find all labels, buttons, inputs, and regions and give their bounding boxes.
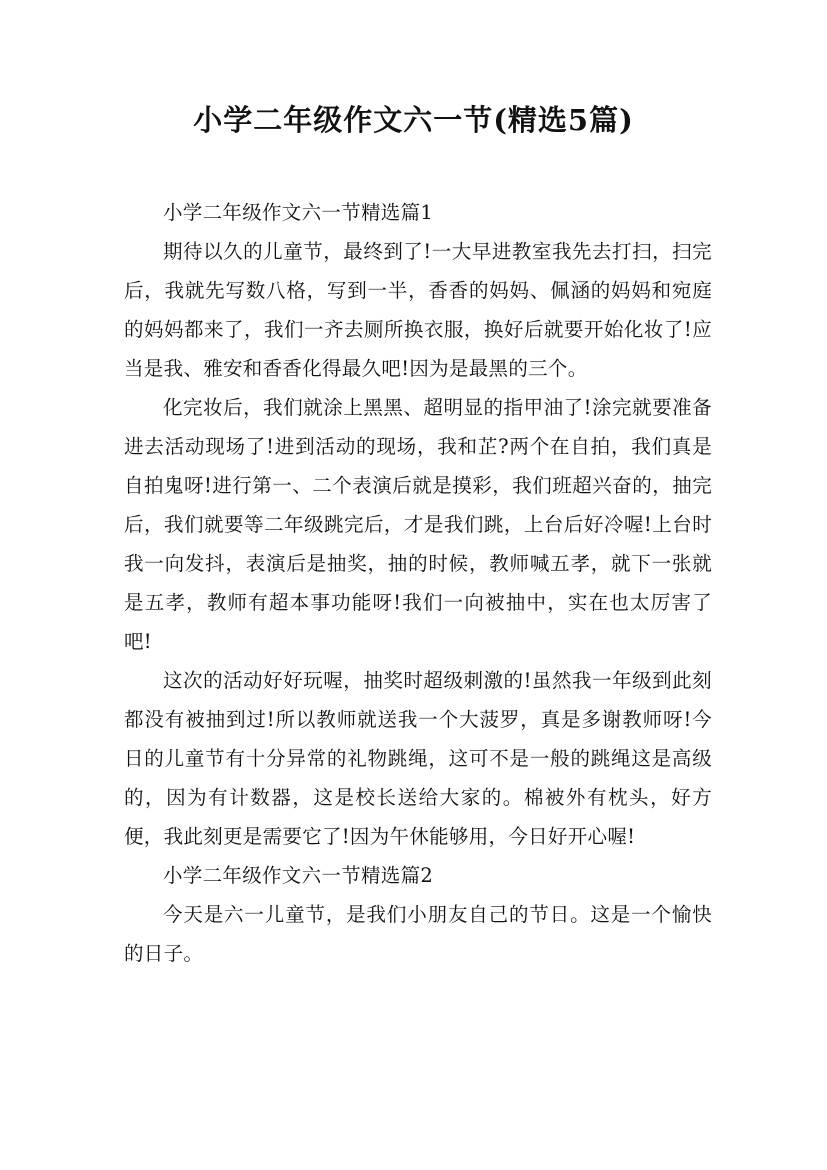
paragraph: 期待以久的儿童节，最终到了!一大早进教室我先去打扫，扫完后，我就先写数八格，写到一半，香香的妈妈、佩涵的妈妈和宛庭的妈妈都来了，我们一齐去厕所换衣服，换好后就要开始化妆了!应当是我、雅安和香香化得最久吧!因为是最黑的三个。	[124, 240, 712, 380]
paragraph: 化完妆后，我们就涂上黑黑、超明显的指甲油了!涂完就要准备进去活动现场了!进到活动的现场，我和芷?两个在自拍，我们真是自拍鬼呀!进行第一、二个表演后就是摸彩，我们班超兴奋的，抽完后，我们就要等二年级跳完后，才是我们跳，上台后好冷喔!上台时我一向发抖，表演后是抽奖，抽的时候，教师喊五孝，就下一张就是五孝，教师有超本事功能呀!我们一向被抽中，实在也太厉害了吧!	[124, 396, 712, 653]
document-body	[124, 193, 712, 973]
paragraph: 今天是六一儿童节，是我们小朋友自己的节日。这是一个愉快的日子。	[124, 903, 712, 965]
section-heading: 小学二年级作文六一节精选篇1	[163, 201, 434, 224]
document-title: 小学二年级作文六一节(精选5篇)	[193, 103, 634, 137]
section-heading: 小学二年级作文六一节精选篇2	[163, 864, 434, 887]
paragraph: 这次的活动好好玩喔，抽奖时超级刺激的!虽然我一年级到此刻都没有被抽到过!所以教师就送我一个大菠罗，真是多谢教师呀!今日的儿童节有十分异常的礼物跳绳，这可不是一般的跳绳这是高级的，因为有计数器，这是校长送给大家的。棉被外有枕头，好方便，我此刻更是需要它了!因为午休能够用，今日好开心喔!	[124, 669, 712, 848]
